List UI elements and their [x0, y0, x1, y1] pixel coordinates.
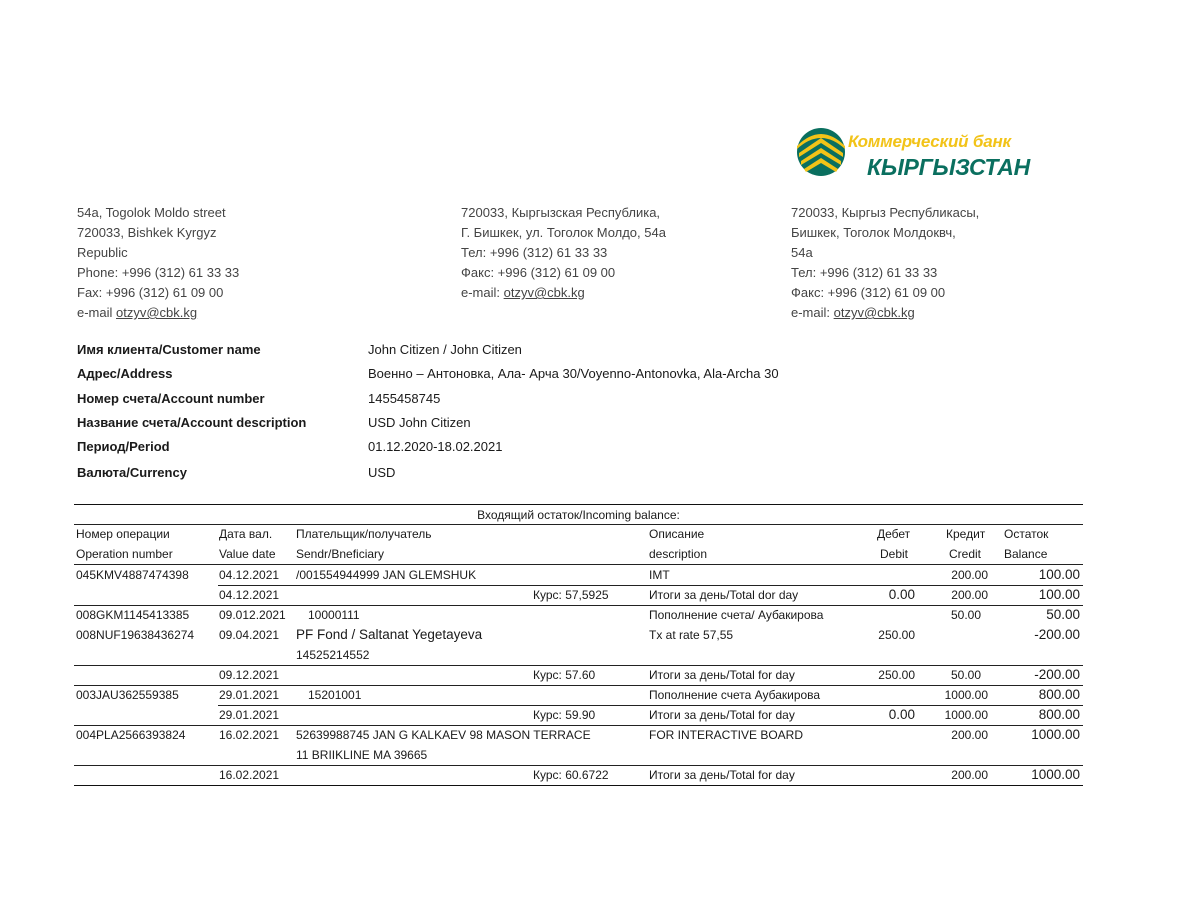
cell-rate: Курс: 57.60 [533, 668, 596, 682]
cell-debit: 250.00 [878, 628, 915, 642]
email-link[interactable]: otzyv@cbk.kg [833, 305, 915, 320]
email-link[interactable]: otzyv@cbk.kg [116, 305, 198, 320]
logo-line-1: Коммерческий банк [848, 132, 1011, 151]
header-debit-ru: Дебет [877, 527, 911, 541]
address-line: Тел: +996 (312) 61 33 33 [791, 265, 938, 280]
info-value: USD John Citizen [368, 415, 471, 430]
cell-credit: 50.00 [950, 608, 981, 622]
bank-logo [795, 124, 1055, 184]
cell-balance: 1000.00 [1031, 767, 1080, 782]
cell-party-line-2: 11 BRIIKLINE MA 39665 [296, 748, 428, 762]
cell-balance: -200.00 [1034, 667, 1080, 682]
cell-debit: 0.00 [888, 587, 915, 602]
cell-balance: 50.00 [1046, 607, 1080, 622]
cell-date: 04.12.2021 [219, 568, 280, 582]
cell-opnum: 003JAU362559385 [76, 688, 179, 702]
header-party-en: Sendr/Bneficiary [296, 547, 385, 561]
info-value: Военно – Антоновка, Ала- Арча 30/Voyenno-Antonovka, Ala-Archa 30 [368, 366, 779, 381]
cell-date: 09.012.2021 [219, 608, 286, 622]
address-line: 720033, Bishkek Kyrgyz [77, 225, 217, 240]
cell-desc: Пополнение счета Аубакирова [649, 688, 821, 702]
cell-opnum: 008NUF19638436274 [76, 628, 195, 642]
cell-party: 15201001 [308, 688, 362, 702]
header-date-en: Value date [219, 547, 276, 561]
info-label: Валюта/Currency [77, 465, 187, 480]
cell-credit: 200.00 [951, 728, 988, 742]
address-line: Republic [77, 245, 128, 260]
logo-line-2: КЫРГЫЗСТАН [867, 154, 1030, 180]
cell-party: 10000111 [308, 608, 360, 622]
email-line [461, 283, 666, 303]
address-line: 54а [791, 245, 813, 260]
info-label: Период/Period [77, 439, 170, 454]
cell-credit: 50.00 [950, 668, 981, 682]
cell-balance: 100.00 [1038, 587, 1080, 602]
email-line [77, 303, 239, 323]
header-opnum-ru: Номер операции [76, 527, 170, 541]
cell-date: 04.12.2021 [219, 588, 280, 602]
header-party-ru: Плательщик/получатель [296, 527, 432, 541]
info-value: 01.12.2020-18.02.2021 [368, 439, 503, 454]
cell-desc: FOR INTERACTIVE BOARD [649, 728, 804, 742]
cell-debit: 250.00 [878, 668, 915, 682]
cell-rate: Курс: 59.90 [533, 708, 596, 722]
header-desc-ru: Описание [649, 527, 705, 541]
table-rule [74, 785, 1083, 786]
cell-balance: 800.00 [1038, 687, 1080, 702]
cell-desc: Tx at rate 57,55 [649, 628, 734, 642]
cell-desc: Пополнение счета/ Аубакирова [649, 608, 824, 622]
cell-desc: IMT [649, 568, 670, 582]
email-link[interactable]: otzyv@cbk.kg [503, 285, 585, 300]
info-value: USD [368, 465, 396, 480]
header-balance-ru: Остаток [1004, 527, 1049, 541]
address-block-kg [791, 203, 979, 323]
info-label: Номер счета/Account number [77, 391, 265, 406]
cell-desc: Итоги за день/Total dor day [649, 588, 799, 602]
header-credit-ru: Кредит [946, 527, 986, 541]
cell-credit: 200.00 [951, 768, 988, 782]
cell-balance: -200.00 [1034, 627, 1080, 642]
cell-party: /001554944999 JAN GLEMSHUK [296, 568, 477, 582]
email-line [791, 303, 979, 323]
cell-date: 09.04.2021 [219, 628, 280, 642]
address-line: Тел: +996 (312) 61 33 33 [461, 245, 608, 260]
cell-party-line-2: 14525214552 [296, 648, 370, 662]
address-block-en [77, 203, 239, 323]
cell-credit: 1000.00 [944, 688, 988, 702]
address-line: Fax: +996 (312) 61 09 00 [77, 285, 224, 300]
info-label: Название счета/Account description [77, 415, 307, 430]
cell-desc: Итоги за день/Total for day [649, 708, 795, 722]
address-line: 720033, Кыргыз Республикасы, [791, 205, 980, 220]
cell-desc: Итоги за день/Total for day [649, 668, 795, 682]
header-debit-en: Debit [880, 547, 909, 561]
address-block-ru [461, 203, 666, 303]
header-balance-en: Balance [1004, 547, 1048, 561]
address-line: 54a, Togolok Moldo street [77, 205, 226, 220]
cell-rate: Курс: 60.6722 [533, 768, 609, 782]
header-desc-en: description [649, 547, 708, 561]
cell-rate: Курс: 57,5925 [533, 588, 609, 602]
address-line: Факс: +996 (312) 61 09 00 [461, 265, 616, 280]
cell-balance: 1000.00 [1031, 727, 1080, 742]
address-line: Факс: +996 (312) 61 09 00 [791, 285, 946, 300]
cell-party: 52639988745 JAN G KALKAEV 98 MASON TERRACE [296, 728, 591, 742]
cell-credit: 200.00 [951, 588, 988, 602]
cell-date: 09.12.2021 [219, 668, 280, 682]
cell-date: 29.01.2021 [219, 708, 280, 722]
email-prefix: e-mail: [791, 305, 834, 320]
cell-date: 29.01.2021 [219, 688, 280, 702]
cell-balance: 800.00 [1038, 707, 1080, 722]
email-prefix: e-mail: [461, 285, 504, 300]
cell-credit: 1000.00 [944, 708, 988, 722]
cell-balance: 100.00 [1038, 567, 1080, 582]
email-prefix: e-mail [77, 305, 117, 320]
cell-debit: 0.00 [888, 707, 915, 722]
address-line: Бишкек, Тоголок Молдоквч, [791, 225, 956, 240]
address-line: Г. Бишкек, ул. Тоголок Молдо, 54а [461, 225, 666, 240]
info-value: John Citizen / John Citizen [368, 342, 522, 357]
incoming-balance: Входящий остаток/Incoming balance: [477, 508, 680, 522]
cell-date: 16.02.2021 [219, 728, 280, 742]
header-opnum-en: Operation number [76, 547, 173, 561]
cell-date: 16.02.2021 [219, 768, 280, 782]
cell-party: PF Fond / Saltanat Yegetayeva [296, 627, 483, 642]
cell-opnum: 045KMV4887474398 [76, 568, 189, 582]
cell-credit: 200.00 [951, 568, 988, 582]
address-line: 720033, Кыргызская Республика, [461, 205, 661, 220]
address-line: Phone: +996 (312) 61 33 33 [77, 265, 240, 280]
info-label: Адрес/Address [77, 366, 173, 381]
cell-opnum: 008GKM1145413385 [76, 608, 190, 622]
header-credit-en: Credit [949, 547, 982, 561]
cell-opnum: 004PLA2566393824 [76, 728, 186, 742]
info-label: Имя клиента/Customer name [77, 342, 261, 357]
cell-desc: Итоги за день/Total for day [649, 768, 795, 782]
header-date-ru: Дата вал. [219, 527, 273, 541]
bank-emblem-icon [795, 124, 849, 176]
info-value: 1455458745 [368, 391, 441, 406]
